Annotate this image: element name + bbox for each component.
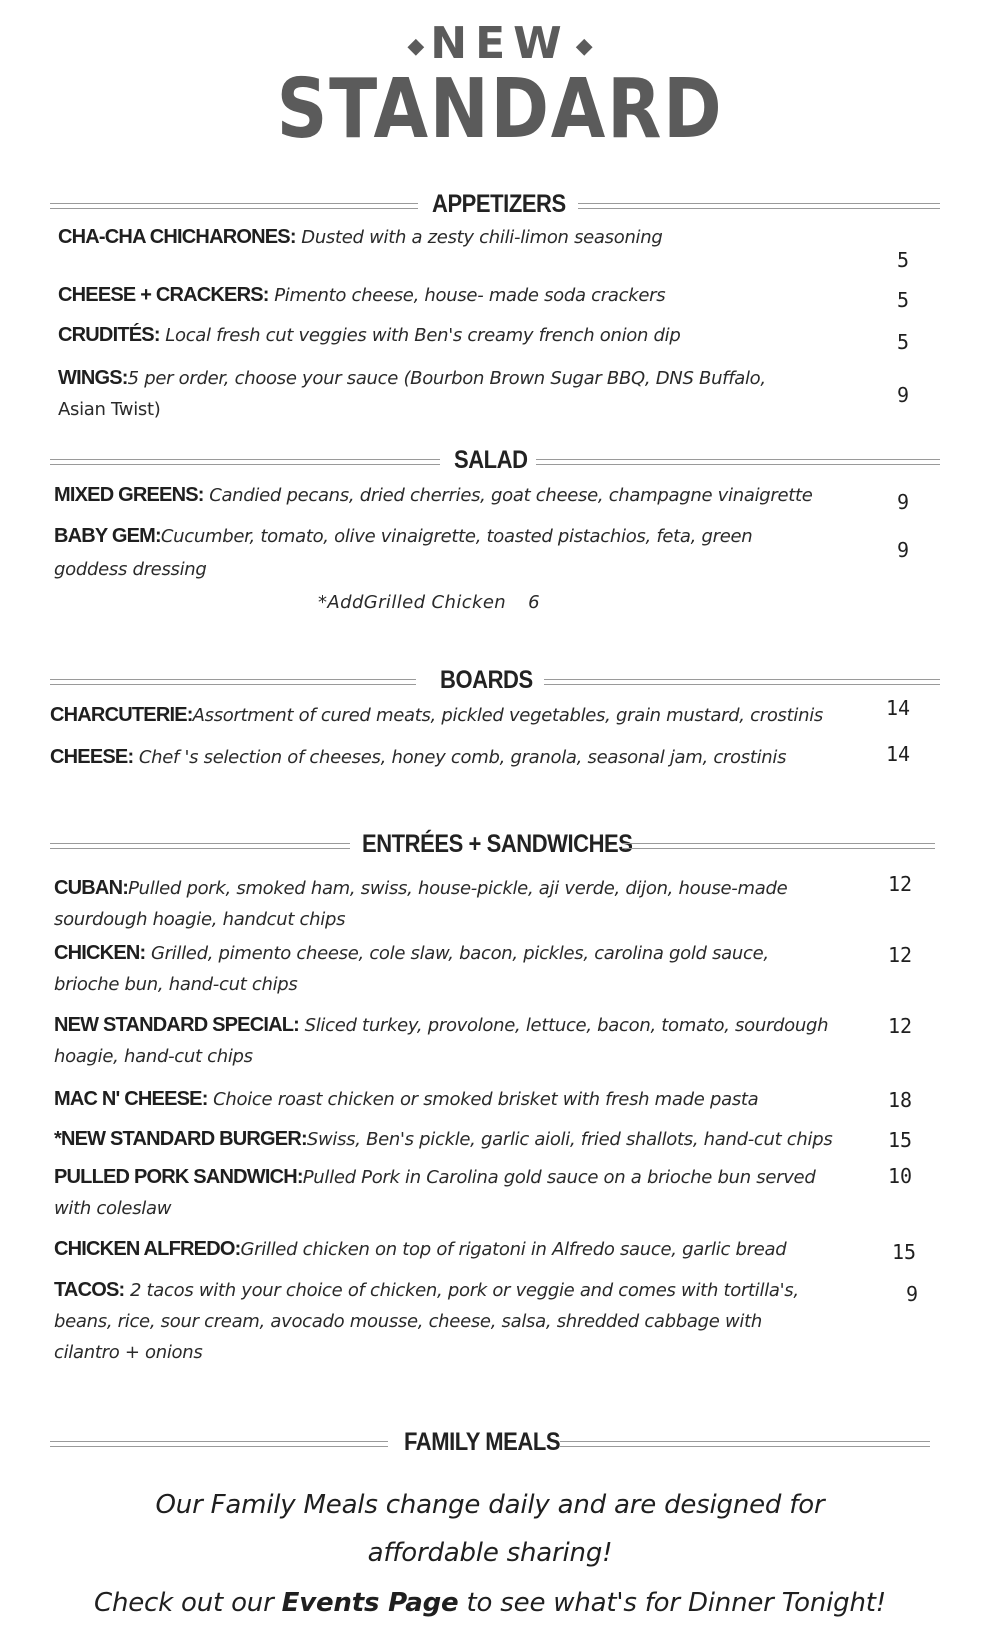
item-name: BABY GEM:: [54, 525, 161, 547]
section-title: SALAD: [454, 446, 528, 474]
divider-left: [50, 1441, 388, 1447]
menu-item: [50, 700, 870, 731]
menu-item: [54, 1084, 874, 1115]
divider-left: [50, 203, 418, 209]
menu-item: [54, 520, 854, 586]
divider-left: [50, 843, 350, 849]
divider-left: [50, 679, 416, 685]
family-meals-text: Check out our: [94, 1588, 274, 1618]
addon-price: 6: [528, 592, 540, 613]
section-title: ENTRÉES + SANDWICHES: [362, 830, 633, 858]
item-price: 14: [886, 696, 911, 720]
item-description-cont: hoagie, hand-cut chips: [54, 1046, 253, 1067]
item-description: Dusted with a zesty chili-limon seasoning: [301, 227, 663, 248]
item-description: Choice roast chicken or smoked brisket with fresh made pasta: [213, 1089, 759, 1110]
item-description-cont: brioche bun, hand-cut chips: [54, 974, 298, 995]
item-description: Local fresh cut veggies with Ben's creamy french onion dip: [165, 325, 681, 346]
item-name: CHARCUTERIE:: [50, 704, 193, 726]
divider-right: [544, 679, 940, 685]
divider-right: [560, 1441, 930, 1447]
salad-addon: [318, 592, 540, 613]
item-description-cont: goddess dressing: [54, 559, 207, 580]
item-price: 5: [897, 288, 910, 312]
item-name: *NEW STANDARD BURGER:: [54, 1128, 307, 1150]
section-title: FAMILY MEALS: [404, 1428, 561, 1456]
item-description: Cucumber, tomato, olive vinaigrette, toasted pistachios, feta, green: [160, 526, 753, 547]
item-description: Sliced turkey, provolone, lettuce, bacon, tomato, sourdough: [304, 1015, 829, 1036]
item-description: Chef 's selection of cheeses, honey comb, granola, seasonal jam, crostinis: [138, 747, 787, 768]
section-header-entrees: [50, 830, 935, 860]
family-meals-line-2: affordable sharing!: [367, 1538, 613, 1568]
menu-item: [58, 363, 858, 425]
item-name: CHEESE + CRACKERS:: [58, 284, 269, 306]
menu-item: [58, 222, 848, 253]
item-name: TACOS:: [54, 1279, 125, 1301]
item-description-cont: beans, rice, sour cream, avocado mousse, cheese, salsa, shredded cabbage with: [54, 1311, 762, 1332]
item-price: 15: [888, 1128, 913, 1152]
item-description: Assortment of cured meats, pickled vegetables, grain mustard, crostinis: [192, 705, 823, 726]
family-meals-text: to see what's for Dinner Tonight!: [466, 1588, 886, 1618]
menu-item: [58, 320, 848, 351]
menu-item: [54, 1010, 874, 1072]
menu-item: [54, 1124, 874, 1155]
logo-diamond-icon: ◆: [407, 33, 425, 59]
item-name: PULLED PORK SANDWICH:: [54, 1166, 303, 1188]
item-price: 9: [897, 383, 910, 407]
item-price: 14: [886, 742, 911, 766]
section-title: BOARDS: [440, 666, 533, 694]
menu-item: [54, 1162, 874, 1224]
logo-new-text: NEW: [430, 18, 570, 69]
item-name: CHEESE:: [50, 746, 134, 768]
item-description: Candied pecans, dried cherries, goat cheese, champagne vinaigrette: [209, 485, 813, 506]
logo-diamond-icon: ◆: [575, 33, 593, 59]
menu-item: [54, 480, 854, 511]
section-header-appetizers: [50, 190, 940, 220]
item-price: 18: [888, 1088, 913, 1112]
section-header-family-meals: [50, 1428, 930, 1458]
item-description-cont: Asian Twist): [58, 399, 161, 420]
item-description: 5 per order, choose your sauce (Bourbon Brown Sugar BBQ, DNS Buffalo,: [127, 368, 766, 389]
item-description: Pulled Pork in Carolina gold sauce on a brioche bun served: [302, 1167, 816, 1188]
menu-item: [54, 1234, 874, 1265]
item-price: 15: [892, 1240, 917, 1264]
logo-standard-text: STANDARD: [276, 62, 724, 157]
item-price: 9: [906, 1282, 919, 1306]
item-description: Swiss, Ben's pickle, garlic aioli, fried shallots, hand-cut chips: [306, 1129, 833, 1150]
family-meals-line-1: Our Family Meals change daily and are designed for: [155, 1490, 825, 1520]
item-name: CHICKEN:: [54, 942, 146, 964]
events-page-link[interactable]: Events Page: [281, 1588, 459, 1618]
divider-left: [50, 459, 440, 465]
menu-item: [54, 1275, 884, 1368]
section-header-salad: [50, 446, 940, 476]
family-meals-line-3: [60, 1588, 920, 1618]
item-description: Grilled, pimento cheese, cole slaw, bacon, pickles, carolina gold sauce,: [150, 943, 769, 964]
menu-item: [50, 742, 870, 773]
item-name: MAC N' CHEESE:: [54, 1088, 208, 1110]
item-price: 12: [888, 872, 913, 896]
item-name: WINGS:: [58, 367, 128, 389]
addon-label: *AddGrilled Chicken: [318, 592, 507, 613]
item-name: CHA-CHA CHICHARONES:: [58, 226, 296, 248]
divider-right: [578, 203, 940, 209]
menu-item: [54, 938, 864, 1000]
item-price: 9: [897, 490, 910, 514]
item-price: 10: [888, 1164, 913, 1188]
item-description: Pimento cheese, house- made soda crackers: [274, 285, 666, 306]
item-description: 2 tacos with your choice of chicken, pork or veggie and comes with tortilla's,: [129, 1280, 799, 1301]
divider-right: [536, 459, 940, 465]
item-description-cont: with coleslaw: [54, 1198, 172, 1219]
menu-item: [58, 280, 848, 311]
item-price: 12: [888, 1014, 913, 1038]
section-header-boards: [50, 666, 940, 696]
item-name: CRUDITÉS:: [58, 324, 160, 346]
item-description: Grilled chicken on top of rigatoni in Alfredo sauce, garlic bread: [240, 1239, 787, 1260]
item-name: NEW STANDARD SPECIAL:: [54, 1014, 300, 1036]
menu-item: [54, 873, 864, 935]
item-price: 5: [897, 330, 910, 354]
item-name: CHICKEN ALFREDO:: [54, 1238, 241, 1260]
item-name: MIXED GREENS:: [54, 484, 204, 506]
divider-right: [622, 843, 935, 849]
item-price: 9: [897, 538, 910, 562]
item-description-cont: cilantro + onions: [54, 1342, 203, 1363]
item-description: Pulled pork, smoked ham, swiss, house-pickle, aji verde, dijon, house-made: [128, 878, 788, 899]
item-name: CUBAN:: [54, 877, 129, 899]
item-price: 12: [888, 943, 913, 967]
item-price: 5: [897, 248, 910, 272]
item-description-cont: sourdough hoagie, handcut chips: [54, 909, 346, 930]
section-title: APPETIZERS: [432, 190, 566, 218]
